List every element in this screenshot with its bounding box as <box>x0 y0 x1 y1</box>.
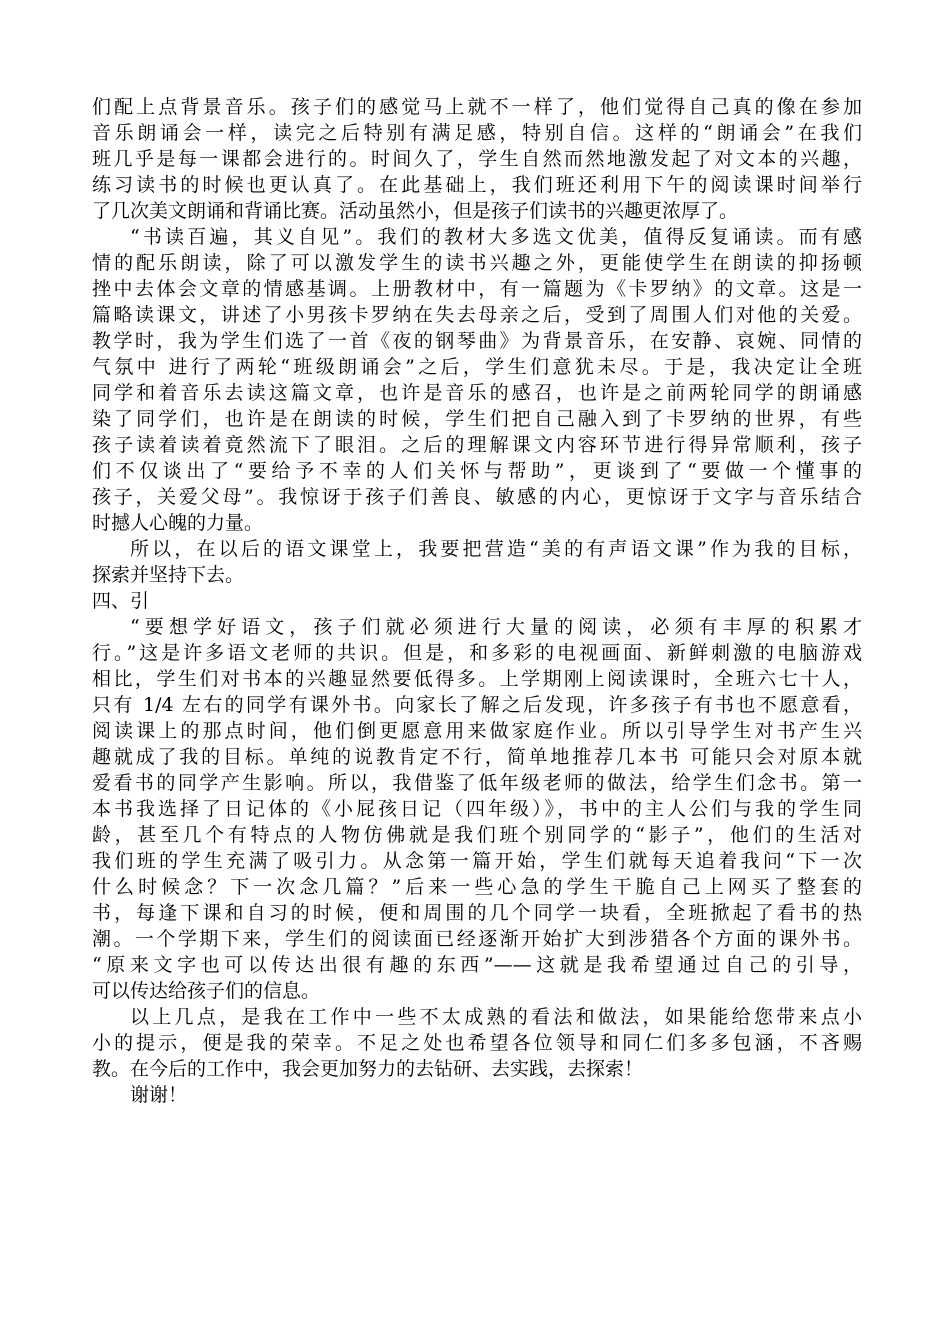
text-line: 同学和着音乐去读这篇文章，也许是音乐的感召，也许是之前两轮同学的朗诵感 <box>92 382 862 404</box>
text-line: “书读百遍，其义自见”。我们的教材大多选文优美，值得反复诵读。而有感 <box>130 226 862 248</box>
text-line: 情的配乐朗读，除了可以激发学生的读书兴趣之外，更能使学生在朗读的抑扬顿 <box>92 252 862 274</box>
text-line: 气氛中 进行了两轮“班级朗诵会”之后，学生们意犹未尽。于是，我决定让全班 <box>92 356 862 378</box>
text-line: 相比，学生们对书本的兴趣显然要低得多。上学期刚上阅读课时，全班六七十人， <box>92 668 862 690</box>
section-heading <box>92 588 862 614</box>
text-line: 可以传达给孩子们的信息。 <box>92 980 321 1002</box>
text-line: 趣就成了我的目标。单纯的说教肯定不行，简单地推荐几本书 可能只会对原本就 <box>92 746 862 768</box>
text-line: 教。在今后的工作中，我会更加努力的去钻研、去实践，去探索！ <box>92 1058 644 1080</box>
paragraph-3 <box>92 536 862 588</box>
section-heading-text: 四、引 <box>92 590 150 612</box>
text-line: 孩子，关爱父母”。我惊讶于孩子们善良、敏感的内心，更惊讶于文字与音乐结合 <box>92 486 862 508</box>
text-line: 什么时候念？下一次念几篇？”后来一些心急的学生干脆自己上网买了整套的 <box>92 876 862 898</box>
text-line: 时撼人心魄的力量。 <box>92 512 264 534</box>
text-line: “原来文字也可以传达出很有趣的东西”——这就是我希望通过自己的引导， <box>92 954 862 976</box>
text-line: 音乐朗诵会一样，读完之后特别有满足感，特别自信。这样的“朗诵会”在我们 <box>92 122 862 144</box>
text-line: 爱看书的同学产生影响。所以，我借鉴了低年级老师的做法，给学生们念书。第一 <box>92 772 862 794</box>
text-line: 阅读课上的那点时间，他们倒更愿意用来做家庭作业。所以引导学生对书产生兴 <box>92 720 862 742</box>
text-line: 挫中去体会文章的情感基调。上册教材中，有一篇题为《卡罗纳》的文章。这是一 <box>92 278 862 300</box>
text-line: 们不仅谈出了“要给予不幸的人们关怀与帮助”，更谈到了“要做一个懂事的 <box>92 460 862 482</box>
text-line: 行。”这是许多语文老师的共识。但是，和多彩的电视画面、新鲜刺激的电脑游戏 <box>92 642 862 664</box>
text-line: 篇略读课文，讲述了小男孩卡罗纳在失去母亲之后，受到了周围人们对他的关爱。 <box>92 304 862 326</box>
text-line: 我们班的学生充满了吸引力。从念第一篇开始，学生们就每天追着我问“下一次 <box>92 850 862 872</box>
text-line: 所以，在以后的语文课堂上，我要把营造“美的有声语文课”作为我的目标， <box>130 538 862 560</box>
paragraph-4 <box>92 614 862 1004</box>
paragraph-5 <box>92 1004 862 1082</box>
text-line: 只有 1/4 左右的同学有课外书。向家长了解之后发现，许多孩子有书也不愿意看， <box>92 694 862 716</box>
text-line: 孩子读着读着竟然流下了眼泪。之后的理解课文内容环节进行得异常顺利，孩子 <box>92 434 862 456</box>
text-line: 们配上点背景音乐。孩子们的感觉马上就不一样了，他们觉得自己真的像在参加 <box>92 96 862 118</box>
document-page <box>92 94 862 1108</box>
text-line: 了几次美文朗诵和背诵比赛。活动虽然小，但是孩子们读书的兴趣更浓厚了。 <box>92 200 739 222</box>
text-line: 教学时，我为学生们选了一首《夜的钢琴曲》为背景音乐，在安静、哀婉、同情的 <box>92 330 862 352</box>
paragraph-1 <box>92 94 862 224</box>
paragraph-2 <box>92 224 862 536</box>
text-line: 潮。一个学期下来，学生们的阅读面已经逐渐开始扩大到涉猎各个方面的课外书。 <box>92 928 862 950</box>
text-line: 探索并坚持下去。 <box>92 564 245 586</box>
text-line: 练习读书的时候也更认真了。在此基础上，我们班还利用下午的阅读课时间举行 <box>92 174 862 196</box>
closing-thanks <box>92 1082 862 1108</box>
text-line: 龄，甚至几个有特点的人物仿佛就是我们班个别同学的“影子”，他们的生活对 <box>92 824 862 846</box>
text-line: 以上几点，是我在工作中一些不太成熟的看法和做法，如果能给您带来点小 <box>130 1006 862 1028</box>
text-line: 本书我选择了日记体的《小屁孩日记（四年级）》，书中的主人公们与我的学生同 <box>92 798 862 820</box>
text-line: 班几乎是每一课都会进行的。时间久了，学生自然而然地激发起了对文本的兴趣， <box>92 148 862 170</box>
thanks-text: 谢谢！ <box>130 1084 188 1106</box>
text-line: 书，每逢下课和自习的时候，便和周围的几个同学一块看，全班掀起了看书的热 <box>92 902 862 924</box>
text-line: “要想学好语文，孩子们就必须进行大量的阅读，必须有丰厚的积累才 <box>130 616 862 638</box>
text-line: 小的提示，便是我的荣幸。不足之处也希望各位领导和同仁们多多包涵，不吝赐 <box>92 1032 862 1054</box>
text-line: 染了同学们，也许是在朗读的时候，学生们把自己融入到了卡罗纳的世界，有些 <box>92 408 862 430</box>
